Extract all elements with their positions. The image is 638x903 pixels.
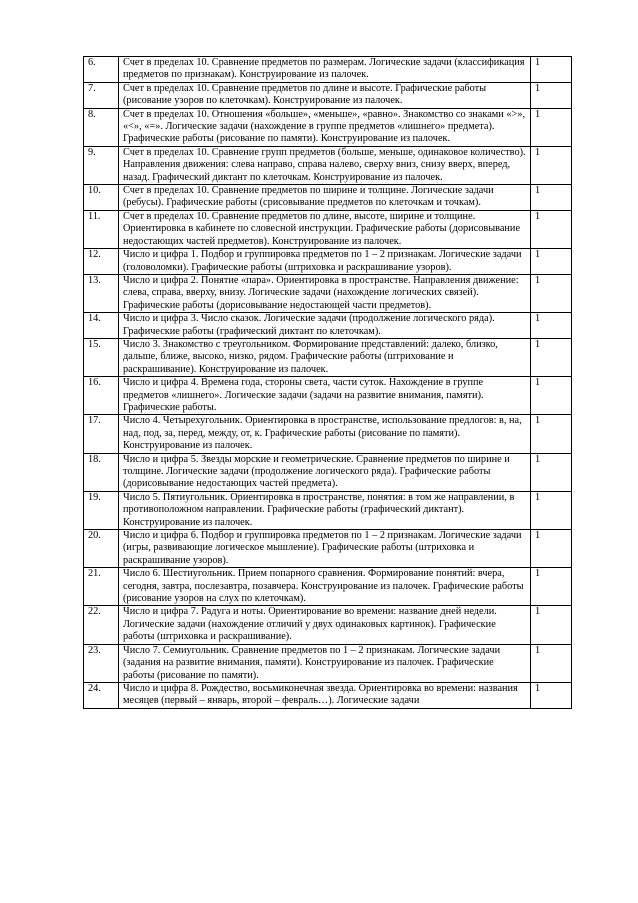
lesson-number: 11. (84, 210, 119, 248)
lesson-number: 21. (84, 568, 119, 606)
table-row (84, 644, 572, 682)
lesson-hours: 1 (531, 146, 572, 184)
lesson-hours: 1 (531, 682, 572, 708)
table-row (84, 415, 572, 453)
lesson-topic: Число и цифра 4. Времена года, стороны света, части суток. Нахождение в группе предметов «лишнего». Логические задачи (задачи на развитие внимания, памяти). Графические работы. (119, 377, 531, 415)
lesson-hours: 1 (531, 210, 572, 248)
lesson-hours: 1 (531, 274, 572, 312)
lesson-topic: Число и цифра 5. Звезды морские и геометрические. Сравнение предметов по ширине и толщине. Логические задачи (продолжение логического ряда). Графические работы (дорисовывание недостающих частей предмета). (119, 453, 531, 491)
lesson-number: 20. (84, 530, 119, 568)
lesson-number: 9. (84, 146, 119, 184)
lesson-hours: 1 (531, 313, 572, 339)
lesson-number: 18. (84, 453, 119, 491)
lesson-topic: Число 7. Семиугольник. Сравнение предметов по 1 – 2 признакам. Логические задачи (задания на развитие внимания, памяти). Конструирование из палочек. Графические работы (рисование по памяти). (119, 644, 531, 682)
table-row (84, 530, 572, 568)
table-row (84, 249, 572, 275)
lesson-number: 6. (84, 57, 119, 83)
lesson-hours: 1 (531, 453, 572, 491)
lesson-plan-table (83, 56, 572, 709)
table-row (84, 108, 572, 146)
lesson-topic: Число 3. Знакомство с треугольником. Формирование представлений: далеко, близко, дальше, ближе, высоко, низко, рядом. Графические работы (штрихование и раскрашивание). Конструирование из палочек. (119, 338, 531, 376)
lesson-hours: 1 (531, 415, 572, 453)
lesson-hours: 1 (531, 606, 572, 644)
lesson-number: 22. (84, 606, 119, 644)
lesson-topic: Число и цифра 7. Радуга и ноты. Ориентирование во времени: название дней недели. Логические задачи (нахождение отличий у двух одинаковых картинок). Графические работы (штриховка и раскрашивание). (119, 606, 531, 644)
lesson-topic: Счет в пределах 10. Сравнение предметов по длине, высоте, ширине и толщине. Ориентировка в кабинете по словесной инструкции. Графические работы (дорисовывание недостающих частей предметов). Конструирование из палочек. (119, 210, 531, 248)
lesson-topic: Число и цифра 2. Понятие «пара». Ориентировка в пространстве. Направления движение: слева, справа, вверху, внизу. Логические задачи (нахождение логических связей). Графические работы (дорисовывание недостающей части предметов). (119, 274, 531, 312)
lesson-topic: Счет в пределах 10. Сравнение предметов по размерам. Логические задачи (классификация предметов по признакам). Конструирование из палочек. (119, 57, 531, 83)
table-row (84, 491, 572, 529)
table-row (84, 453, 572, 491)
table-row (84, 185, 572, 211)
lesson-number: 23. (84, 644, 119, 682)
lesson-number: 16. (84, 377, 119, 415)
table-row (84, 313, 572, 339)
lesson-number: 15. (84, 338, 119, 376)
lesson-hours: 1 (531, 338, 572, 376)
lesson-topic: Число 6. Шестиугольник. Прием попарного сравнения. Формирование понятий: вчера, сегодня, завтра, послезавтра, позавчера. Конструирование из палочек. Графические работы (рисование узоров на слух по клеточкам). (119, 568, 531, 606)
lesson-number: 19. (84, 491, 119, 529)
lesson-hours: 1 (531, 568, 572, 606)
lesson-hours: 1 (531, 530, 572, 568)
table-row (84, 210, 572, 248)
lesson-number: 24. (84, 682, 119, 708)
table-row (84, 338, 572, 376)
lesson-topic: Счет в пределах 10. Отношения «больше», «меньше», «равно». Знакомство со знаками «>», «<», «=». Логические задачи (нахождение в группе предметов «лишнего» предмета). Графические работы (рисование по памяти). Конструирование из палочек. (119, 108, 531, 146)
lesson-hours: 1 (531, 185, 572, 211)
table-row (84, 682, 572, 708)
lesson-topic: Счет в пределах 10. Сравнение предметов по ширине и толщине. Логические задачи (ребусы). Графические работы (срисовывание предметов по клеточкам и точкам). (119, 185, 531, 211)
lesson-topic: Число и цифра 6. Подбор и группировка предметов по 1 – 2 признакам. Логические задачи (игры, развивающие логическое мышление). Графические работы (штриховка и раскрашивание узоров). (119, 530, 531, 568)
lesson-number: 10. (84, 185, 119, 211)
lesson-topic: Число и цифра 3. Число сказок. Логические задачи (продолжение логического ряда). Графические работы (графический диктант по клеточкам). (119, 313, 531, 339)
lesson-number: 13. (84, 274, 119, 312)
lesson-hours: 1 (531, 249, 572, 275)
table-row (84, 146, 572, 184)
table-row (84, 82, 572, 108)
table-row (84, 377, 572, 415)
lesson-topic: Число и цифра 1. Подбор и группировка предметов по 1 – 2 признакам. Логические задачи (головоломки). Графические работы (штриховка и раскрашивание узоров). (119, 249, 531, 275)
lesson-hours: 1 (531, 57, 572, 83)
lesson-number: 7. (84, 82, 119, 108)
lesson-rows (84, 57, 572, 709)
lesson-hours: 1 (531, 491, 572, 529)
lesson-number: 14. (84, 313, 119, 339)
table-row (84, 606, 572, 644)
table-row (84, 568, 572, 606)
lesson-topic: Счет в пределах 10. Сравнение групп предметов (больше, меньше, одинаковое количество). Направления движения: слева направо, справа налево, сверху вниз, снизу вверх, вперед, назад. Графический диктант по клеточкам. Конструирование из палочек. (119, 146, 531, 184)
lesson-number: 17. (84, 415, 119, 453)
lesson-hours: 1 (531, 644, 572, 682)
lesson-hours: 1 (531, 377, 572, 415)
lesson-topic: Число 5. Пятиугольник. Ориентировка в пространстве, понятия: в том же направлении, в противоположном направлении. Графические работы (графический диктант). Конструирование из палочек. (119, 491, 531, 529)
table-row (84, 57, 572, 83)
lesson-hours: 1 (531, 108, 572, 146)
lesson-topic: Счет в пределах 10. Сравнение предметов по длине и высоте. Графические работы (рисование узоров по клеточкам). Конструирование из палочек. (119, 82, 531, 108)
lesson-number: 12. (84, 249, 119, 275)
table-row (84, 274, 572, 312)
lesson-topic: Число 4. Четырехугольник. Ориентировка в пространстве, использование предлогов: в, на, над, под, за, перед, между, от, к. Графические работы (рисование по памяти). Конструирование из палочек. (119, 415, 531, 453)
lesson-number: 8. (84, 108, 119, 146)
lesson-topic: Число и цифра 8. Рождество, восьмиконечная звезда. Ориентировка во времени: названия месяцев (первый – январь, второй – февраль…). Логические задачи (119, 682, 531, 708)
lesson-hours: 1 (531, 82, 572, 108)
